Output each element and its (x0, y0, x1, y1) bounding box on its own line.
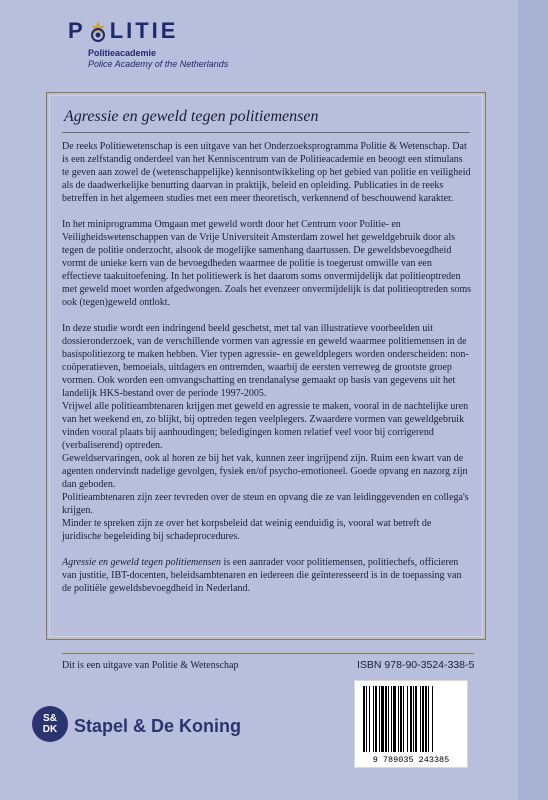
barcode-bar (363, 686, 365, 752)
title-divider (62, 132, 470, 133)
barcode-bar (388, 686, 389, 752)
barcode-bar (420, 686, 421, 752)
barcode-bar (410, 686, 412, 752)
logo-sub-line1: Politieacademie (88, 48, 157, 58)
closing-rest: is een aanrader voor politiemensen, politiechefs, officieren van justitie, IBT-docenten, beleidsambtenaren en iedereen die geïnteresseerd is in de toepassing van de politiële geweldsbevoegdheid in Nederland. (62, 557, 462, 594)
police-star-emblem-icon (88, 19, 108, 43)
barcode-bar (375, 686, 377, 752)
publisher-statement: Dit is een uitgave van Politie & Wetenschap (62, 660, 239, 671)
blurb-p3-line-1: In deze studie wordt een indringend beeld geschetst, met tal van illustratieve voorbeelden uit dossieronderzoek, van de verschillende vormen van agressie en geweld waarmee politiemensen in de basispolitiezorg te maken hebben. Vier typen agressie- en geweldplegers worden onderscheiden: non-coöperatieven, bemoeials, uitdagers en ontremden, waarbij de eersten verreweg de grootste groep vormen. Ook worden een omvangschatting en trendanalyse gemaakt op basis van gegevens uit het landelijk HKS-bestand over de periode 1997-2005. (62, 323, 469, 399)
wordmark-right: LITIE (109, 18, 179, 43)
blurb-text (62, 140, 472, 608)
blurb-paragraph-3 (62, 322, 472, 543)
barcode-bar (413, 686, 414, 752)
book-title: Agressie en geweld tegen politiemensen (64, 108, 319, 125)
barcode-bar (425, 686, 427, 752)
blurb-p3-line-5: Minder te spreken zijn ze over het korpsbeleid dat weinig eenduidig is, vooral wat betreft de juridische begeleiding bij schadeprocedures. (62, 518, 432, 542)
barcode-bar (398, 686, 399, 752)
barcode-bar (381, 686, 384, 752)
blurb-p3-line-4: Politieambtenaren zijn zeer tevreden over de steun en opvang die ze van leidinggevenden en collega's krijgen. (62, 492, 469, 516)
barcode-bar (366, 686, 367, 752)
barcode-bar (422, 686, 424, 752)
blurb-p3-line-3: Geweldservaringen, ook al horen ze bij het vak, kunnen zeer ingrijpend zijn. Ruim een kwart van de agenten ondervindt nadelige gevolgen, fysiek en/of psycho-emotioneel. Goede opvang en nazorg zijn dan geboden. (62, 453, 468, 490)
logo-sub-line2: Police Academy of the Netherlands (88, 59, 229, 69)
cover-right-edge (518, 0, 548, 800)
blurb-paragraph-2: In het miniprogramma Omgaan met geweld wordt door het Centrum voor Politie- en Veiligheidswetenschappen van de Vrije Universiteit Amsterdam zowel het geweldgebruik door als tegen de politie onderzocht, alsook de mogelijke samenhang daartussen. De geweldsbevoegdheid vormt de unieke kern van de bevoegdheden waarmee de politie is toegerust omwille van een effectieve taakuitoefening. In het politiewerk is het daarom soms onvermijdelijk dat politieoptreden met geweld moet worden afgedwongen. Zoals het evenzeer onvermijdelijk is dat politieoptreden soms ook (tegen)geweld ontlokt. (62, 219, 472, 308)
barcode-bar (403, 686, 404, 752)
isbn-number: ISBN 978-90-3524-338-5 (357, 659, 475, 671)
barcode-bar (391, 686, 392, 752)
barcode-bar (415, 686, 417, 752)
barcode-bar (407, 686, 408, 752)
publisher-name: Stapel & De Koning (74, 716, 242, 736)
blurb-p3-line-2: Vrijwel alle politieambtenaren krijgen met geweld en agressie te maken, vooral in de nachtelijke uren van het weekend en, zo blijkt, bij optreden tegen veelplegers. Zwaardere vormen van geweldgebruik vinden vooral plaats bij aanhoudingen; beledigingen komen relatief veel voor bij corrigerend (verbaliserend) optreden. (62, 401, 469, 451)
politie-wordmark (68, 18, 228, 44)
publisher-logo-line2: DK (42, 724, 58, 735)
politie-logo (68, 18, 228, 70)
publisher-logo (32, 706, 68, 742)
barcode-icon (354, 680, 468, 768)
barcode-bar (428, 686, 429, 752)
barcode-bar (400, 686, 402, 752)
barcode-bar (385, 686, 387, 752)
logo-subtitle (88, 48, 228, 70)
publisher-logo-line1: S& (43, 713, 57, 724)
barcode-bar (432, 686, 433, 752)
blurb-closing (62, 556, 472, 595)
closing-title: Agressie en geweld tegen politiemensen (62, 557, 222, 568)
barcode-bar (373, 686, 374, 752)
barcode-bar (369, 686, 370, 752)
blurb-paragraph-1: De reeks Politiewetenschap is een uitgave van het Onderzoeksprogramma Politie & Wetenschap. Dat is een zelfstandig onderdeel van het Kenniscentrum van de Politieacademie en beoogt een stimulans te geven aan zowel de (wetenschappelijke) kennisontwikkeling op het gebied van politie en veiligheid als de daadwerkelijke benutting daarvan in praktijk, beleid en opleiding. Publicaties in de reeks betreffen in het algemeen studies met een meer theoretisch, verkennend of beschouwend karakter. (62, 141, 471, 204)
barcode-digits: 9 789035 243385 (372, 755, 450, 765)
wordmark-left: P (68, 18, 86, 43)
footer-divider (62, 653, 474, 654)
barcode-bar (379, 686, 380, 752)
barcode-bar (393, 686, 396, 752)
barcode-bars (355, 684, 467, 756)
